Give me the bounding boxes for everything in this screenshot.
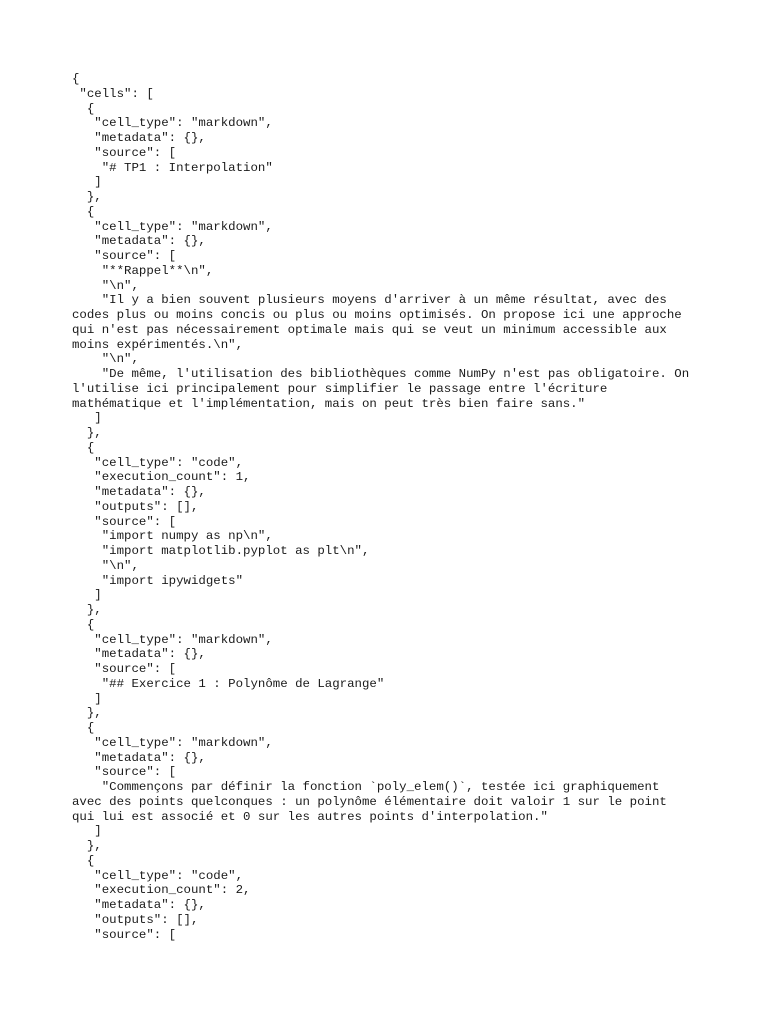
text-line: ] — [72, 691, 102, 706]
text-line: "# TP1 : Interpolation" — [72, 160, 273, 175]
document-page — [72, 72, 696, 942]
text-line: { — [72, 101, 95, 116]
text-line: "metadata": {}, — [72, 234, 206, 249]
text-line: "cell_type": "code", — [72, 868, 244, 883]
text-line: }, — [72, 839, 102, 853]
text-line: "\n", — [72, 558, 139, 573]
text-line: "source": [ — [72, 145, 177, 160]
text-line: { — [72, 440, 95, 455]
notebook-json-text — [72, 72, 696, 942]
text-line: "metadata": {}, — [72, 647, 206, 662]
text-line: }, — [72, 190, 102, 204]
text-line: moins expérimentés.\n", — [72, 337, 244, 352]
text-line: }, — [72, 706, 102, 721]
text-line: avec des points quelconques : un polynôme élémentaire doit valoir 1 sur le point — [72, 794, 667, 809]
text-line: "source": [ — [72, 514, 177, 529]
text-line: "source": [ — [72, 927, 177, 942]
text-line: "import ipywidgets" — [72, 573, 244, 588]
text-line: { — [72, 72, 80, 86]
text-line: "De même, l'utilisation des bibliothèques comme NumPy n'est pas obligatoire. On — [72, 367, 690, 381]
text-line: "\n", — [72, 278, 139, 293]
text-line: l'utilise ici principalement pour simplifier le passage entre l'écriture — [72, 381, 608, 396]
text-line: "metadata": {}, — [72, 750, 206, 765]
text-line: { — [72, 204, 95, 219]
text-line: "cell_type": "markdown", — [72, 219, 273, 234]
text-line: }, — [72, 426, 102, 440]
text-line: mathématique et l'implémentation, mais on peut très bien faire sans." — [72, 396, 586, 411]
text-line: "source": [ — [72, 765, 177, 780]
text-line: { — [72, 617, 95, 632]
text-line: "source": [ — [72, 662, 177, 676]
text-line: "metadata": {}, — [72, 131, 206, 145]
text-line: "execution_count": 1, — [72, 470, 251, 485]
text-line: qui n'est pas nécessairement optimale mais qui se veut un minimum accessible aux — [72, 322, 667, 337]
text-line: "cell_type": "markdown", — [72, 632, 273, 647]
text-line: "cell_type": "markdown", — [72, 735, 273, 750]
text-line: ] — [72, 175, 102, 190]
text-line: "import matplotlib.pyplot as plt\n", — [72, 544, 370, 558]
text-line: codes plus ou moins concis ou plus ou moins optimisés. On propose ici une approche — [72, 308, 682, 322]
text-line: { — [72, 853, 95, 868]
text-line: "cell_type": "markdown", — [72, 116, 273, 131]
text-line: ] — [72, 824, 102, 839]
text-line: "metadata": {}, — [72, 485, 206, 499]
text-line: "Il y a bien souvent plusieurs moyens d'arriver à un même résultat, avec des — [72, 293, 667, 308]
text-line: "outputs": [], — [72, 912, 199, 927]
text-line: "outputs": [], — [72, 499, 199, 514]
text-line: "cell_type": "code", — [72, 455, 244, 470]
text-line: ] — [72, 411, 102, 426]
text-line: }, — [72, 603, 102, 617]
text-line: ] — [72, 588, 102, 603]
text-line: "**Rappel**\n", — [72, 263, 214, 278]
text-line: "Commençons par définir la fonction `poly_elem()`, testée ici graphiquement — [72, 780, 660, 794]
text-line: "metadata": {}, — [72, 898, 206, 912]
text-line: "\n", — [72, 352, 139, 367]
text-line: "cells": [ — [72, 86, 154, 101]
text-line: qui lui est associé et 0 sur les autres points d'interpolation." — [72, 809, 548, 824]
text-line: "source": [ — [72, 249, 177, 263]
text-line: "import numpy as np\n", — [72, 529, 273, 544]
text-line: "execution_count": 2, — [72, 883, 251, 898]
text-line: "## Exercice 1 : Polynôme de Lagrange" — [72, 676, 385, 691]
text-line: { — [72, 721, 95, 735]
